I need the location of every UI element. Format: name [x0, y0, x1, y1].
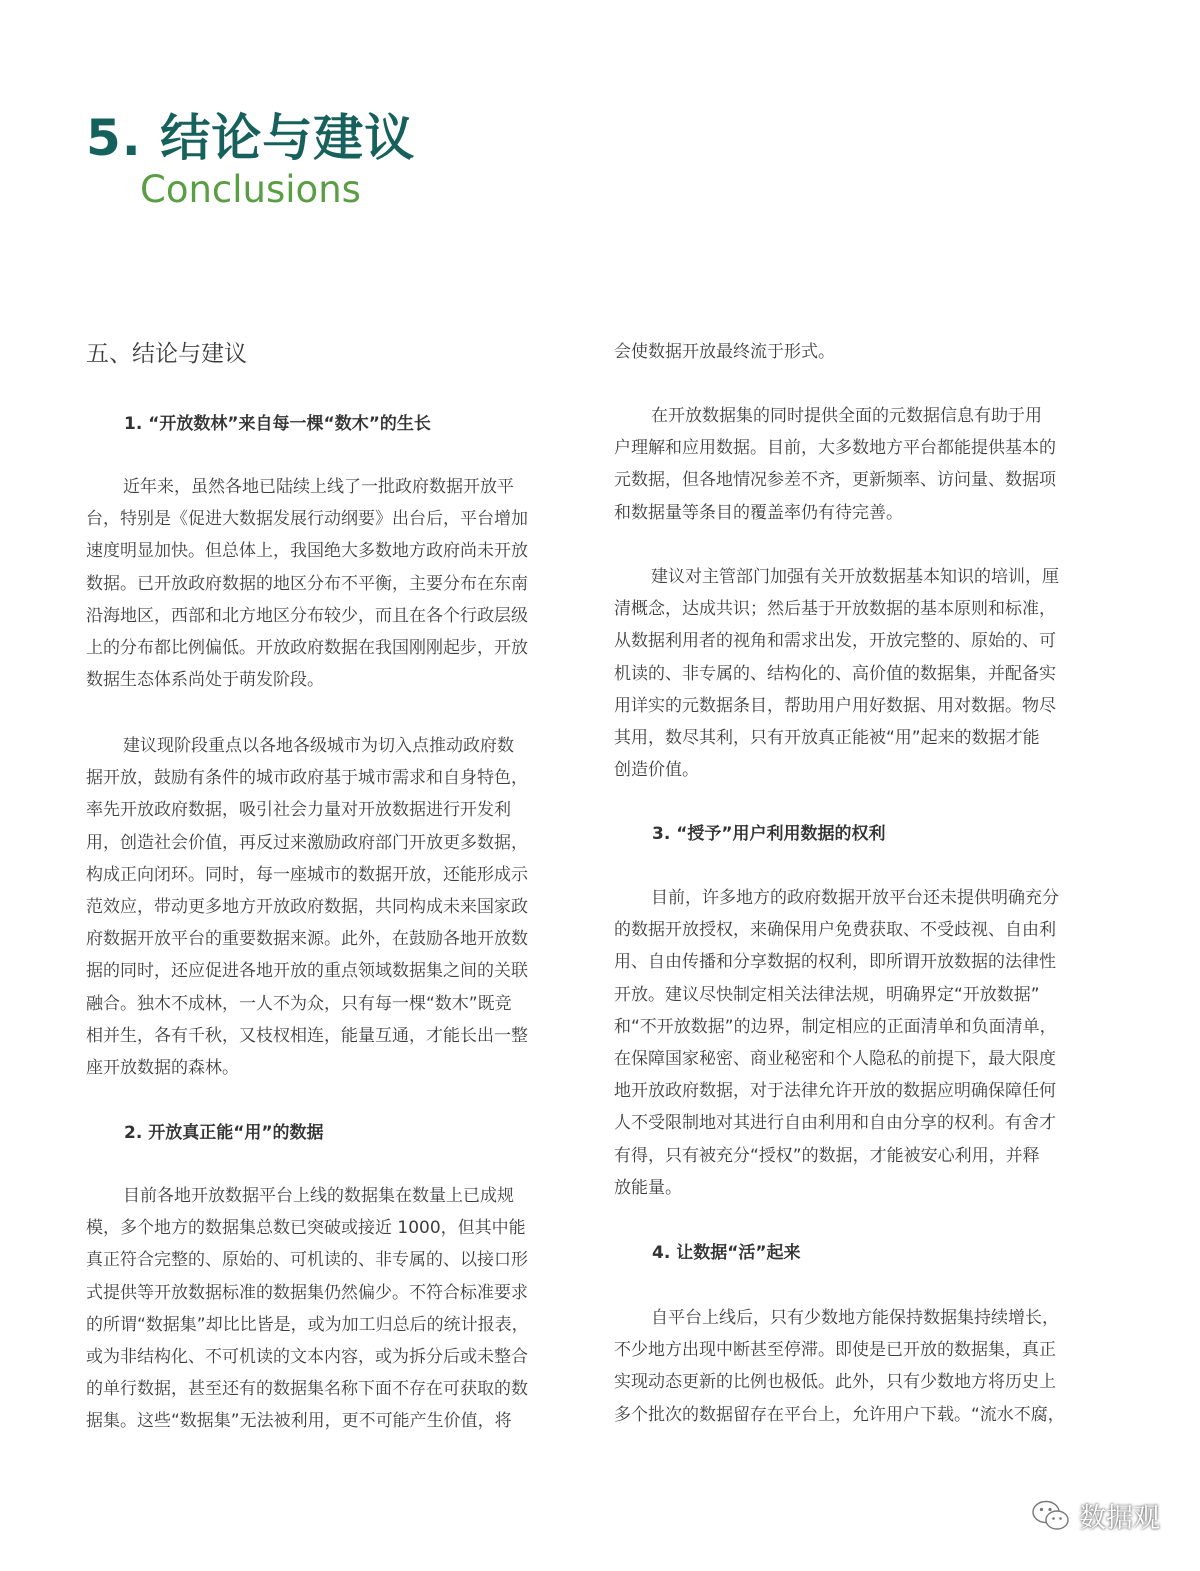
- heading-1: 1. “开放数林”来自每一棵“数木”的生长: [124, 414, 431, 434]
- paragraph-line: 数据生态体系尚处于萌发阶段。: [86, 670, 324, 691]
- paragraph-line: 率先开放政府数据，吸引社会力量对开放数据进行开发利: [86, 800, 511, 821]
- paragraph-line: 在保障国家秘密、商业秘密和个人隐私的前提下，最大限度: [614, 1048, 1056, 1069]
- paragraph-line: 数据。已开放政府数据的地区分布不平衡，主要分布在东南: [86, 573, 528, 594]
- paragraph-line: 近年来，虽然各地已陆续上线了一批政府数据开放平: [123, 477, 514, 497]
- paragraph-line: 和“不开放数据”的边界，制定相应的正面清单和负面清单，: [614, 1016, 1057, 1037]
- paragraph-line: 府数据开放平台的重要数据来源。此外，在鼓励各地开放数: [86, 929, 528, 950]
- paragraph-line: 座开放数据的森林。: [86, 1057, 239, 1078]
- wechat-icon: [1031, 1499, 1071, 1533]
- paragraph-line: 从数据利用者的视角和需求出发，开放完整的、原始的、可: [614, 631, 1056, 652]
- heading-3: 3. “授予”用户利用数据的权利: [652, 824, 886, 844]
- paragraph-line: 自平台上线后，只有少数地方能保持数据集持续增长，: [651, 1308, 1059, 1328]
- page-subtitle: Conclusions: [140, 168, 361, 211]
- paragraph-line: 上的分布都比例偏低。开放政府数据在我国刚刚起步，开放: [86, 637, 528, 658]
- paragraph-line: 或为非结构化、不可机读的文本内容，或为拆分后或未整合: [86, 1346, 528, 1367]
- paragraph-line: 清概念，达成共识；然后基于开放数据的基本原则和标准，: [614, 599, 1056, 620]
- paragraph-line: 构成正向闭环。同时，每一座城市的数据开放，还能形成示: [86, 864, 528, 885]
- paragraph-line: 用、自由传播和分享数据的权利，即所谓开放数据的法律性: [614, 952, 1056, 973]
- paragraph-line: 建议现阶段重点以各地各级城市为切入点推动政府数: [123, 736, 514, 756]
- paragraph-line: 真正符合完整的、原始的、可机读的、非专属的、以接口形: [86, 1250, 528, 1271]
- paragraph-line: 其用，数尽其利，只有开放真正能被“用”起来的数据才能: [614, 727, 1040, 748]
- paragraph-authorization: [614, 882, 1084, 1204]
- paragraph-line: 相并生，各有千秋，又枝杈相连，能量互通，才能长出一整: [86, 1025, 528, 1046]
- paragraph-metadata: [614, 400, 1084, 529]
- paragraph-2: [86, 730, 556, 1084]
- paragraph-continued: [614, 336, 1084, 368]
- watermark-text: 数据观: [1079, 1503, 1160, 1534]
- paragraph-line: 地开放政府数据，对于法律允许开放的数据应明确保障任何: [614, 1081, 1056, 1102]
- paragraph-line: 目前各地开放数据平台上线的数据集在数量上已成规: [123, 1186, 514, 1206]
- paragraph-line: 融合。独木不成林，一人不为众，只有每一棵“数木”既竞: [86, 993, 512, 1014]
- paragraph-3: [86, 1180, 556, 1438]
- paragraph-line: 创造价值。: [614, 760, 699, 781]
- paragraph-line: 的数据开放授权，来确保用户免费获取、不受歧视、自由利: [614, 920, 1056, 941]
- paragraph-line: 用，创造社会价值，再反过来激励政府部门开放更多数据，: [86, 832, 528, 853]
- paragraph-line: 有得，只有被充分“授权”的数据，才能被安心利用，并释: [614, 1145, 1040, 1166]
- paragraph-line: 放能量。: [614, 1177, 682, 1198]
- paragraph-line: 多个批次的数据留存在平台上，允许用户下载。“流水不腐，: [614, 1404, 1065, 1425]
- paragraph-line: 据集。这些“数据集”无法被利用，更不可能产生价值，将: [86, 1411, 512, 1432]
- heading-2: 2. 开放真正能“用”的数据: [124, 1123, 324, 1143]
- paragraph-line: 沿海地区，西部和北方地区分布较少，而且在各个行政层级: [86, 605, 528, 626]
- paragraph-line: 和数据量等条目的覆盖率仍有待完善。: [614, 502, 903, 523]
- paragraph-line: 据的同时，还应促进各地开放的重点领域数据集之间的关联: [86, 961, 528, 982]
- section-title: 五、结论与建议: [86, 341, 247, 367]
- paragraph-line: 人不受限制地对其进行自由利用和自由分享的权利。有舍才: [614, 1113, 1056, 1134]
- paragraph-line: 实现动态更新的比例也极低。此外，只有少数地方将历史上: [614, 1372, 1056, 1393]
- paragraph-line: 速度明显加快。但总体上，我国绝大多数地方政府尚未开放: [86, 541, 528, 562]
- watermark: [1031, 1496, 1160, 1535]
- paragraph-line: 建议对主管部门加强有关开放数据基本知识的培训，厘: [651, 567, 1059, 587]
- paragraph-line: 的所谓“数据集”却比比皆是，或为加工归总后的统计报表，: [86, 1314, 529, 1335]
- paragraph-line: 在开放数据集的同时提供全面的元数据信息有助于用: [651, 406, 1042, 426]
- paragraph-line: 式提供等开放数据标准的数据集仍然偏少。不符合标准要求: [86, 1282, 528, 1303]
- paragraph-line: 模，多个地方的数据集总数已突破或接近 1000，但其中能: [86, 1218, 526, 1239]
- paragraph-live-data: [614, 1302, 1084, 1431]
- paragraph-line: 会使数据开放最终流于形式。: [614, 342, 835, 362]
- paragraph-line: 范效应，带动更多地方开放政府数据，共同构成未来国家政: [86, 896, 528, 917]
- paragraph-line: 户理解和应用数据。目前，大多数地方平台都能提供基本的: [614, 438, 1056, 459]
- paragraph-line: 目前，许多地方的政府数据开放平台还未提供明确充分: [651, 888, 1059, 908]
- paragraph-line: 不少地方出现中断甚至停滞。即使是已开放的数据集，真正: [614, 1340, 1056, 1361]
- paragraph-line: 用详实的元数据条目，帮助用户用好数据、用对数据。物尽: [614, 695, 1056, 716]
- paragraph-line: 元数据，但各地情况参差不齐，更新频率、访问量、数据项: [614, 470, 1056, 491]
- paragraph-line: 开放。建议尽快制定相关法律法规，明确界定“开放数据”: [614, 984, 1040, 1005]
- paragraph-1: [86, 471, 556, 696]
- paragraph-line: 据开放，鼓励有条件的城市政府基于城市需求和自身特色，: [86, 768, 528, 789]
- heading-4: 4. 让数据“活”起来: [652, 1243, 801, 1263]
- paragraph-training: [614, 561, 1084, 786]
- paragraph-line: 机读的、非专属的、结构化的、高价值的数据集，并配备实: [614, 663, 1056, 684]
- page-title: 5. 结论与建议: [86, 109, 416, 167]
- paragraph-line: 台，特别是《促进大数据发展行动纲要》出台后，平台增加: [86, 509, 528, 530]
- paragraph-line: 的单行数据，甚至还有的数据集名称下面不存在可获取的数: [86, 1379, 528, 1400]
